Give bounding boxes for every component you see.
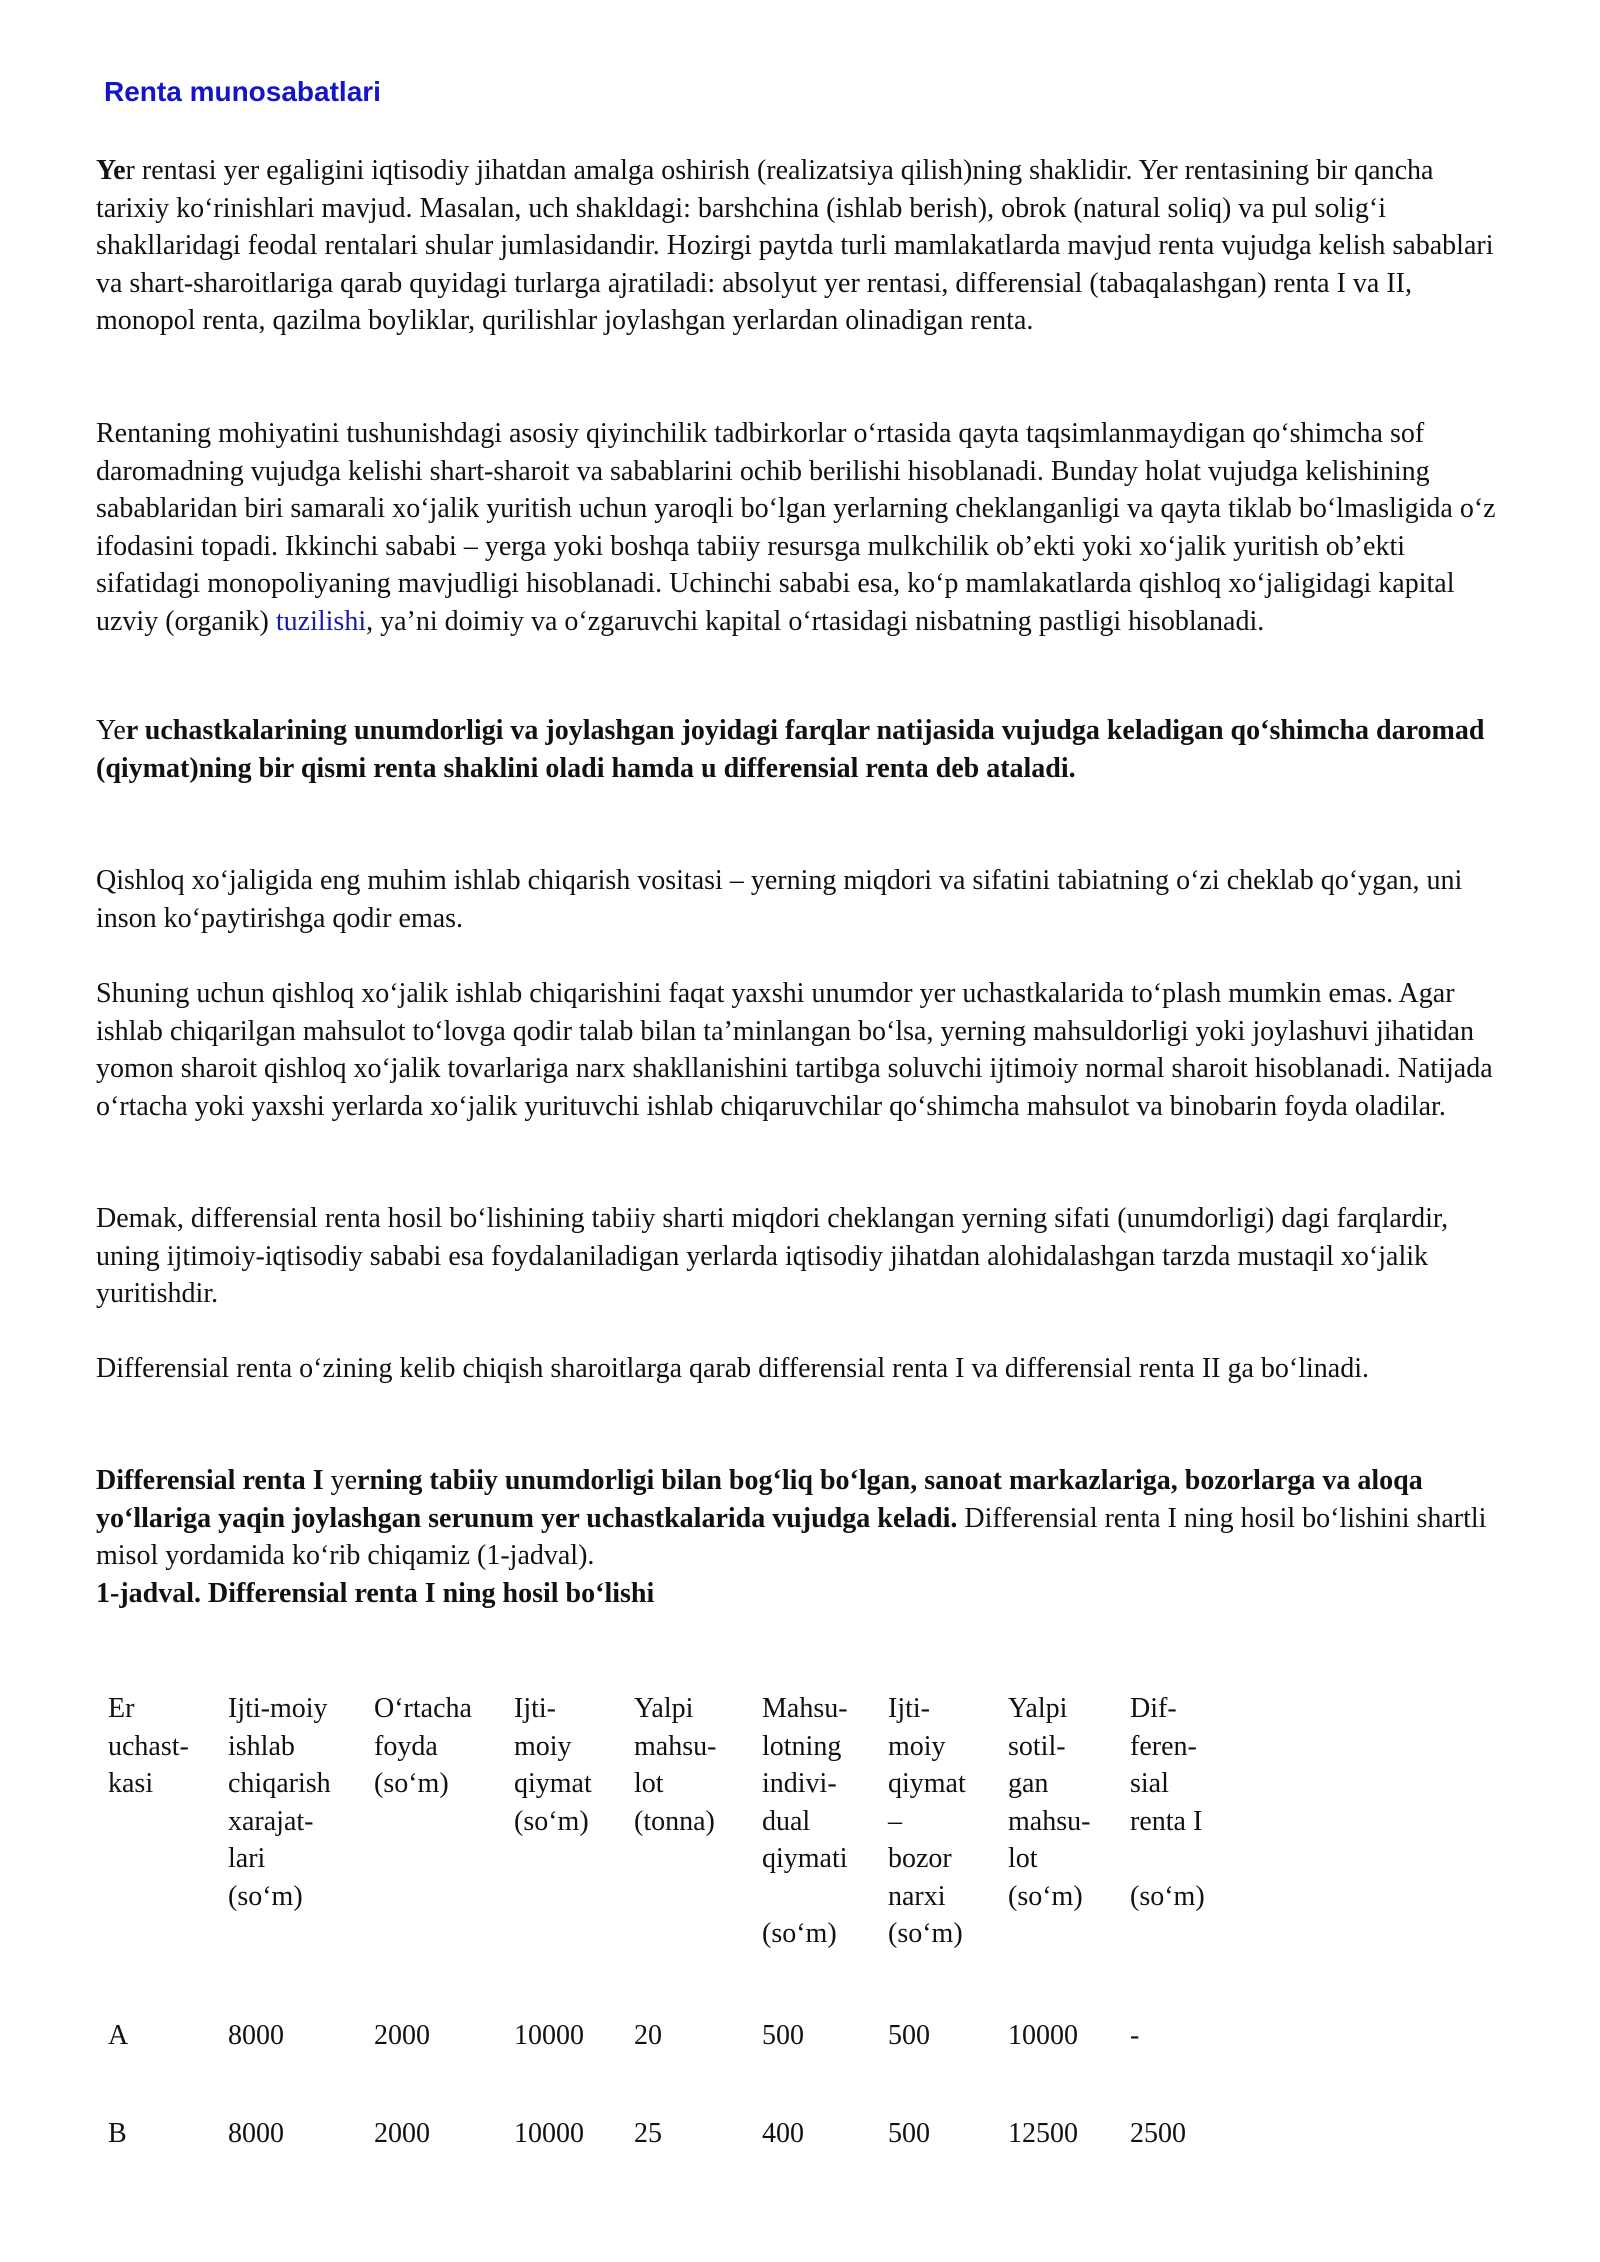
paragraph-shuning-uchun [96,975,1506,1125]
table-header-line: qiymat [888,1768,966,1799]
table-header-line: gan [1008,1768,1049,1799]
paragraph-demak [96,1200,1506,1313]
table-header-line: (tonna) [634,1805,715,1837]
table-cell: 8000 [228,2020,284,2051]
table-header-line: uchast- [108,1730,189,1762]
table-header-line: – [888,1805,902,1837]
table-header-line: feren- [1130,1730,1197,1762]
link-tuzilishi[interactable]: tuzilishi [275,605,367,637]
bold-text: r uchastkalarining unumdorligi va joylashgan joyidagi farqlar natijasida vujudga keladigan qo‘shimcha daromad (qiymat)ning bir qismi renta shaklini oladi hamda u differensial renta deb ataladi. [96,715,1485,784]
table-cell: 400 [762,2118,804,2149]
table-header-line: (so‘m) [228,1880,303,1912]
table-cell: 2000 [374,2118,430,2149]
table-header-line: moiy [514,1730,572,1762]
table-header-line: foyda [374,1730,438,1762]
table-header-line: Mahsu- [762,1693,848,1724]
table-header-line: mahsu- [634,1730,717,1762]
table-cell: 8000 [228,2118,284,2149]
table-header-line: (so‘m) [1008,1880,1083,1912]
paragraph-differensial-renta-definition [96,712,1506,787]
table-header-line: (so‘m) [1130,1880,1205,1912]
table-header-line: O‘rtacha [374,1693,472,1724]
table-header-line: lari [228,1843,266,1874]
table-header-line: moiy [888,1730,946,1762]
table-caption: 1-jadval. Differensial renta I ning hosil bo‘lishi [96,1577,655,1609]
table-header-line: bozor [888,1843,952,1874]
table-header-line: Ijti- [888,1693,930,1724]
table-header-line: Yalpi [634,1693,694,1724]
table-header-line: qiymati [762,1843,848,1874]
table-header-line: chiqarish [228,1768,331,1799]
paragraph-text-end: , ya’ni doimiy va o‘zgaruvchi kapital o‘rtasidagi nisbatning pastligi hisoblanadi. [366,605,1265,637]
table-cell: 25 [634,2118,662,2149]
table-header-line: dual [762,1805,811,1837]
table-cell: 2500 [1130,2118,1186,2149]
table-header-line: renta I [1130,1805,1203,1837]
paragraph-differensial-renta-i [96,1462,1506,1612]
paragraph-qishloq-xojaligi [96,862,1506,937]
table-header-line: qiymat [514,1768,592,1799]
paragraph-text: Rentaning mohiyatini tushunishdagi asosiy qiyinchilik tadbirkorlar o‘rtasida qayta taqsimlanmaydigan qo‘shimcha sof daromadning vujudga kelishi shart-sharoit va sabablarini ochib berilishi hisoblanadi. Bunday holat vujudga kelishining sabablaridan biri samarali xo‘jalik yuritish uchun yaroqli bo‘lgan yerlarning cheklanganligi va qayta tiklab bo‘lmasligida o‘z ifodasini topadi. Ikkinchi sababi – yerga yoki boshqa tabiiy resursga mulkchilik ob’ekti yoki xo‘jalik yuritish ob’ekti sifatidagi monopoliyaning mavjudligi hisoblanadi. Uchinchi sababi esa, ko‘p mamlakatlarda qishloq xo‘jaligidagi kapital uzviy (organik) [96,418,1496,637]
paragraph-text: Shuning uchun qishloq xo‘jalik ishlab chiqarishini faqat yaxshi unumdor yer uchastkalarida to‘plash mumkin emas. Agar ishlab chiqarilgan mahsulot to‘lovga qodir talab bilan ta’minlangan bo‘lsa, yerning mahsuldorligi yoki joylashuvi jihatidan yomon sharoit qishloq xo‘jalik tovarlariga narx shakllanishini tartibga soluvchi ijtimoiy normal sharoit hisoblanadi. Natijada o‘rtacha yoki yaxshi yerlarda xo‘jalik yurituvchi ishlab chiqaruvchilar qo‘shimcha mahsulot va binobarin foyda oladilar. [96,978,1493,1122]
table-header-line: lotning [762,1730,842,1762]
table-header-line: ishlab [228,1730,295,1762]
table-cell: 20 [634,2020,662,2051]
paragraph-rentaning-mohiyati [96,415,1506,640]
table-cell: 12500 [1008,2118,1078,2149]
paragraph-text: Demak, differensial renta hosil bo‘lishining tabiiy sharti miqdori cheklangan yerning sifati (unumdorligi) dagi farqlardir, uning ijtimoiy-iqtisodiy sababi esa foydalaniladigan yerlarda iqtisodiy jihatdan alohidalashgan tarzda mustaqil xo‘jalik yuritishdir. [96,1203,1449,1309]
table-header-line: Ijti- [514,1693,556,1724]
paragraph-text: Qishloq xo‘jaligida eng muhim ishlab chiqarish vositasi – yerning miqdori va sifatini tabiatning o‘zi cheklab qo‘ygan, uni inson ko‘paytirishga qodir emas. [96,865,1463,934]
bold-lead: Ye [96,155,126,186]
table-header-line: mahsu- [1008,1805,1091,1837]
table-header-line: xarajat- [228,1805,314,1837]
table-header-line: Yalpi [1008,1693,1068,1724]
table-header-line: indivi- [762,1768,837,1799]
table-header-line: lot [634,1768,664,1799]
normal-text-b: ye [330,1465,358,1496]
table-cell: 10000 [1008,2020,1078,2051]
normal-text-d: Differensial renta I ning hosil bo‘lishini shartli misol yordamida ko‘rib chiqamiz (1-jadval). [96,1502,1487,1571]
table-cell: A [108,2020,129,2051]
table-header-line: (so‘m) [762,1918,837,1949]
bold-text-c: rning tabiiy unumdorligi bilan bog‘liq bo‘lgan, sanoat markazlariga, bozorlarga va aloqa yo‘llariga yaqin joylashgan serunum yer uchastkalarida vujudga keladi. [96,1465,1423,1534]
table-cell: 500 [888,2020,930,2051]
table-header-line: Er [108,1693,135,1724]
table-cell: 2000 [374,2020,430,2051]
normal-lead: Ye [96,715,126,746]
paragraph-differensial-renta-turlari [96,1350,1506,1388]
bold-text-a: Differensial renta I [96,1465,331,1496]
table-cell: 500 [888,2118,930,2149]
table-header-line: sotil- [1008,1730,1066,1762]
table-cell: B [108,2118,127,2149]
table-header-line: (so‘m) [888,1918,963,1949]
paragraph-text: Differensial renta o‘zining kelib chiqish sharoitlarga qarab differensial renta I va differensial renta II ga bo‘linadi. [96,1353,1369,1384]
table-header-line: kasi [108,1768,154,1799]
table-header-line: sial [1130,1768,1169,1799]
table-cell: 500 [762,2020,804,2051]
table-cell: - [1130,2020,1140,2051]
paragraph-text: r rentasi yer egaligini iqtisodiy jihatdan amalga oshirish (realizatsiya qilish)ning shaklidir. Yer rentasining bir qancha tarixiy ko‘rinishlari mavjud. Masalan, uch shakldagi: barshchina (ishlab berish), obrok (natural soliq) va pul solig‘i shakllaridagi feodal rentalari shular jumlasidandir. Hozirgi paytda turli mamlakatlarda mavjud renta vujudga kelish sabablari va shart-sharoitlariga qarab quyidagi turlarga ajratiladi: absolyut yer rentasi, differensial (tabaqalashgan) renta I va II, monopol renta, qazilma boyliklar, qurilishlar joylashgan yerlardan olinadigan renta. [96,155,1494,336]
table-header-line: (so‘m) [514,1805,589,1837]
table-header-line: Dif- [1130,1693,1177,1724]
table-header-line: narxi [888,1880,946,1912]
page-title: Renta munosabatlari [104,76,381,107]
table-header-line: Ijti-moiy [228,1693,328,1724]
table-header-line: lot [1008,1843,1038,1874]
table-cell: 10000 [514,2020,584,2051]
table-cell: 10000 [514,2118,584,2149]
paragraph-yer-rentasi [96,152,1506,340]
table-header-line: (so‘m) [374,1768,449,1799]
